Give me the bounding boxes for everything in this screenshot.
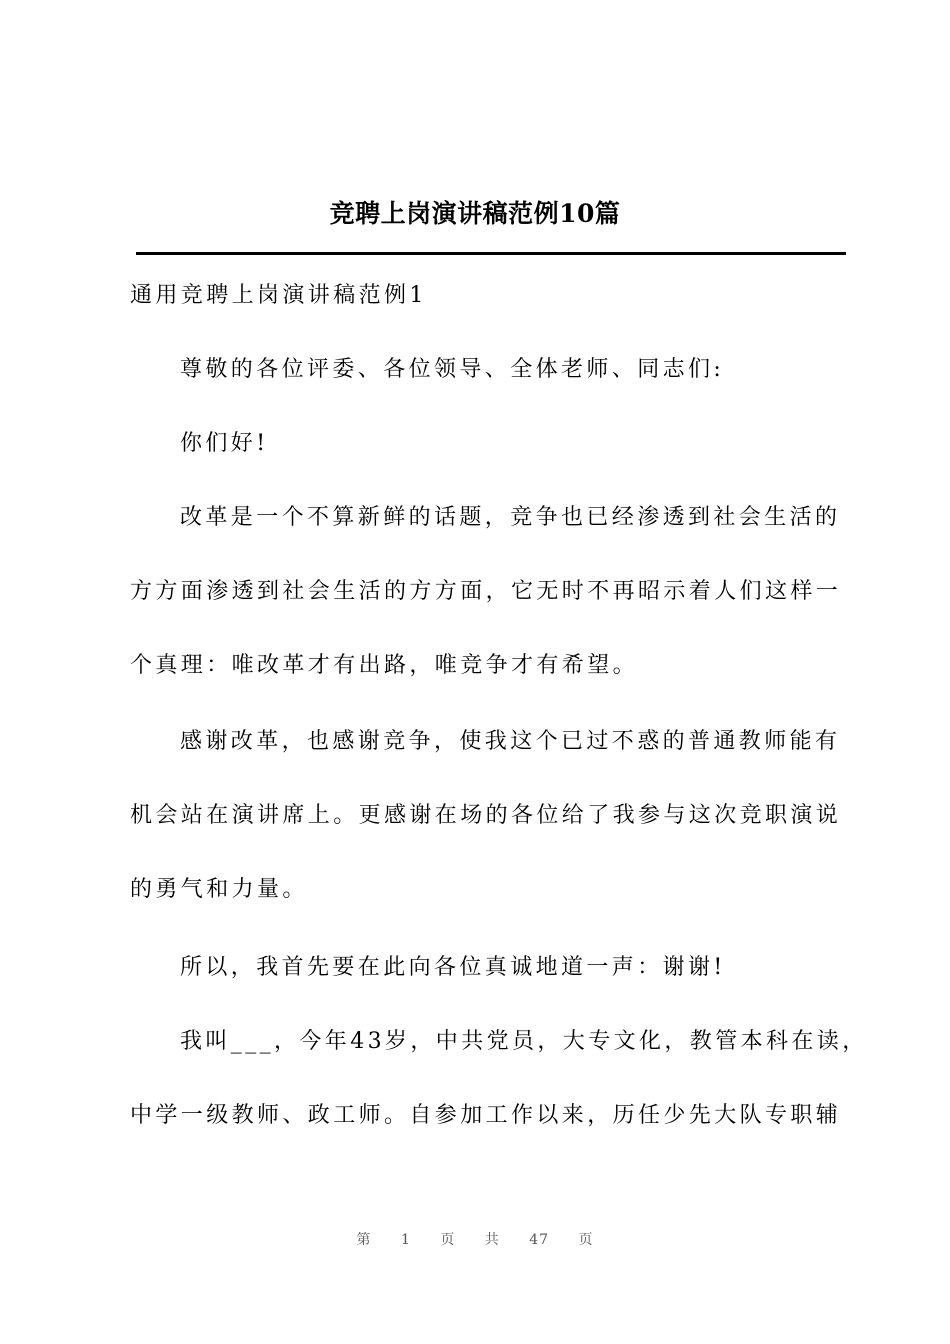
text-line: 中学一级教师、政工师。自参加工作以来，历任少先大队专职辅	[130, 1103, 842, 1128]
text-line: 改革是一个不算新鲜的话题，竞争也已经渗透到社会生活的	[180, 505, 841, 530]
text-line: 我叫___，今年43岁，中共党员，大专文化，教管本科在读，	[180, 1029, 868, 1054]
text-line: 所以，我首先要在此向各位真诚地道一声：谢谢!	[180, 955, 726, 980]
section-heading: 通用竞聘上岗演讲稿范例1	[130, 283, 427, 308]
text-line: 机会站在演讲席上。更感谢在场的各位给了我参与这次竞职演说	[130, 803, 842, 828]
text-line: 个真理：唯改革才有出路，唯竞争才有希望。	[130, 653, 639, 678]
text-line: 你们好!	[180, 431, 269, 456]
footer-label: 页	[440, 1232, 456, 1248]
footer-current-page: 1	[400, 1232, 411, 1248]
text-line: 尊敬的各位评委、各位领导、全体老师、同志们:	[180, 357, 725, 382]
footer-label: 共	[484, 1232, 500, 1248]
page-footer	[0, 1228, 950, 1252]
text-line: 感谢改革，也感谢竞争，使我这个已过不惑的普通教师能有	[180, 729, 841, 754]
footer-label: 第	[356, 1232, 372, 1248]
footer-total-pages: 47	[529, 1232, 550, 1248]
text-line: 的勇气和力量。	[130, 877, 308, 902]
footer-label: 页	[578, 1232, 594, 1248]
title-divider	[136, 252, 846, 255]
page-title: 竞聘上岗演讲稿范例10篇	[329, 199, 621, 228]
text-line: 方方面渗透到社会生活的方方面，它无时不再昭示着人们这样一	[130, 579, 842, 604]
